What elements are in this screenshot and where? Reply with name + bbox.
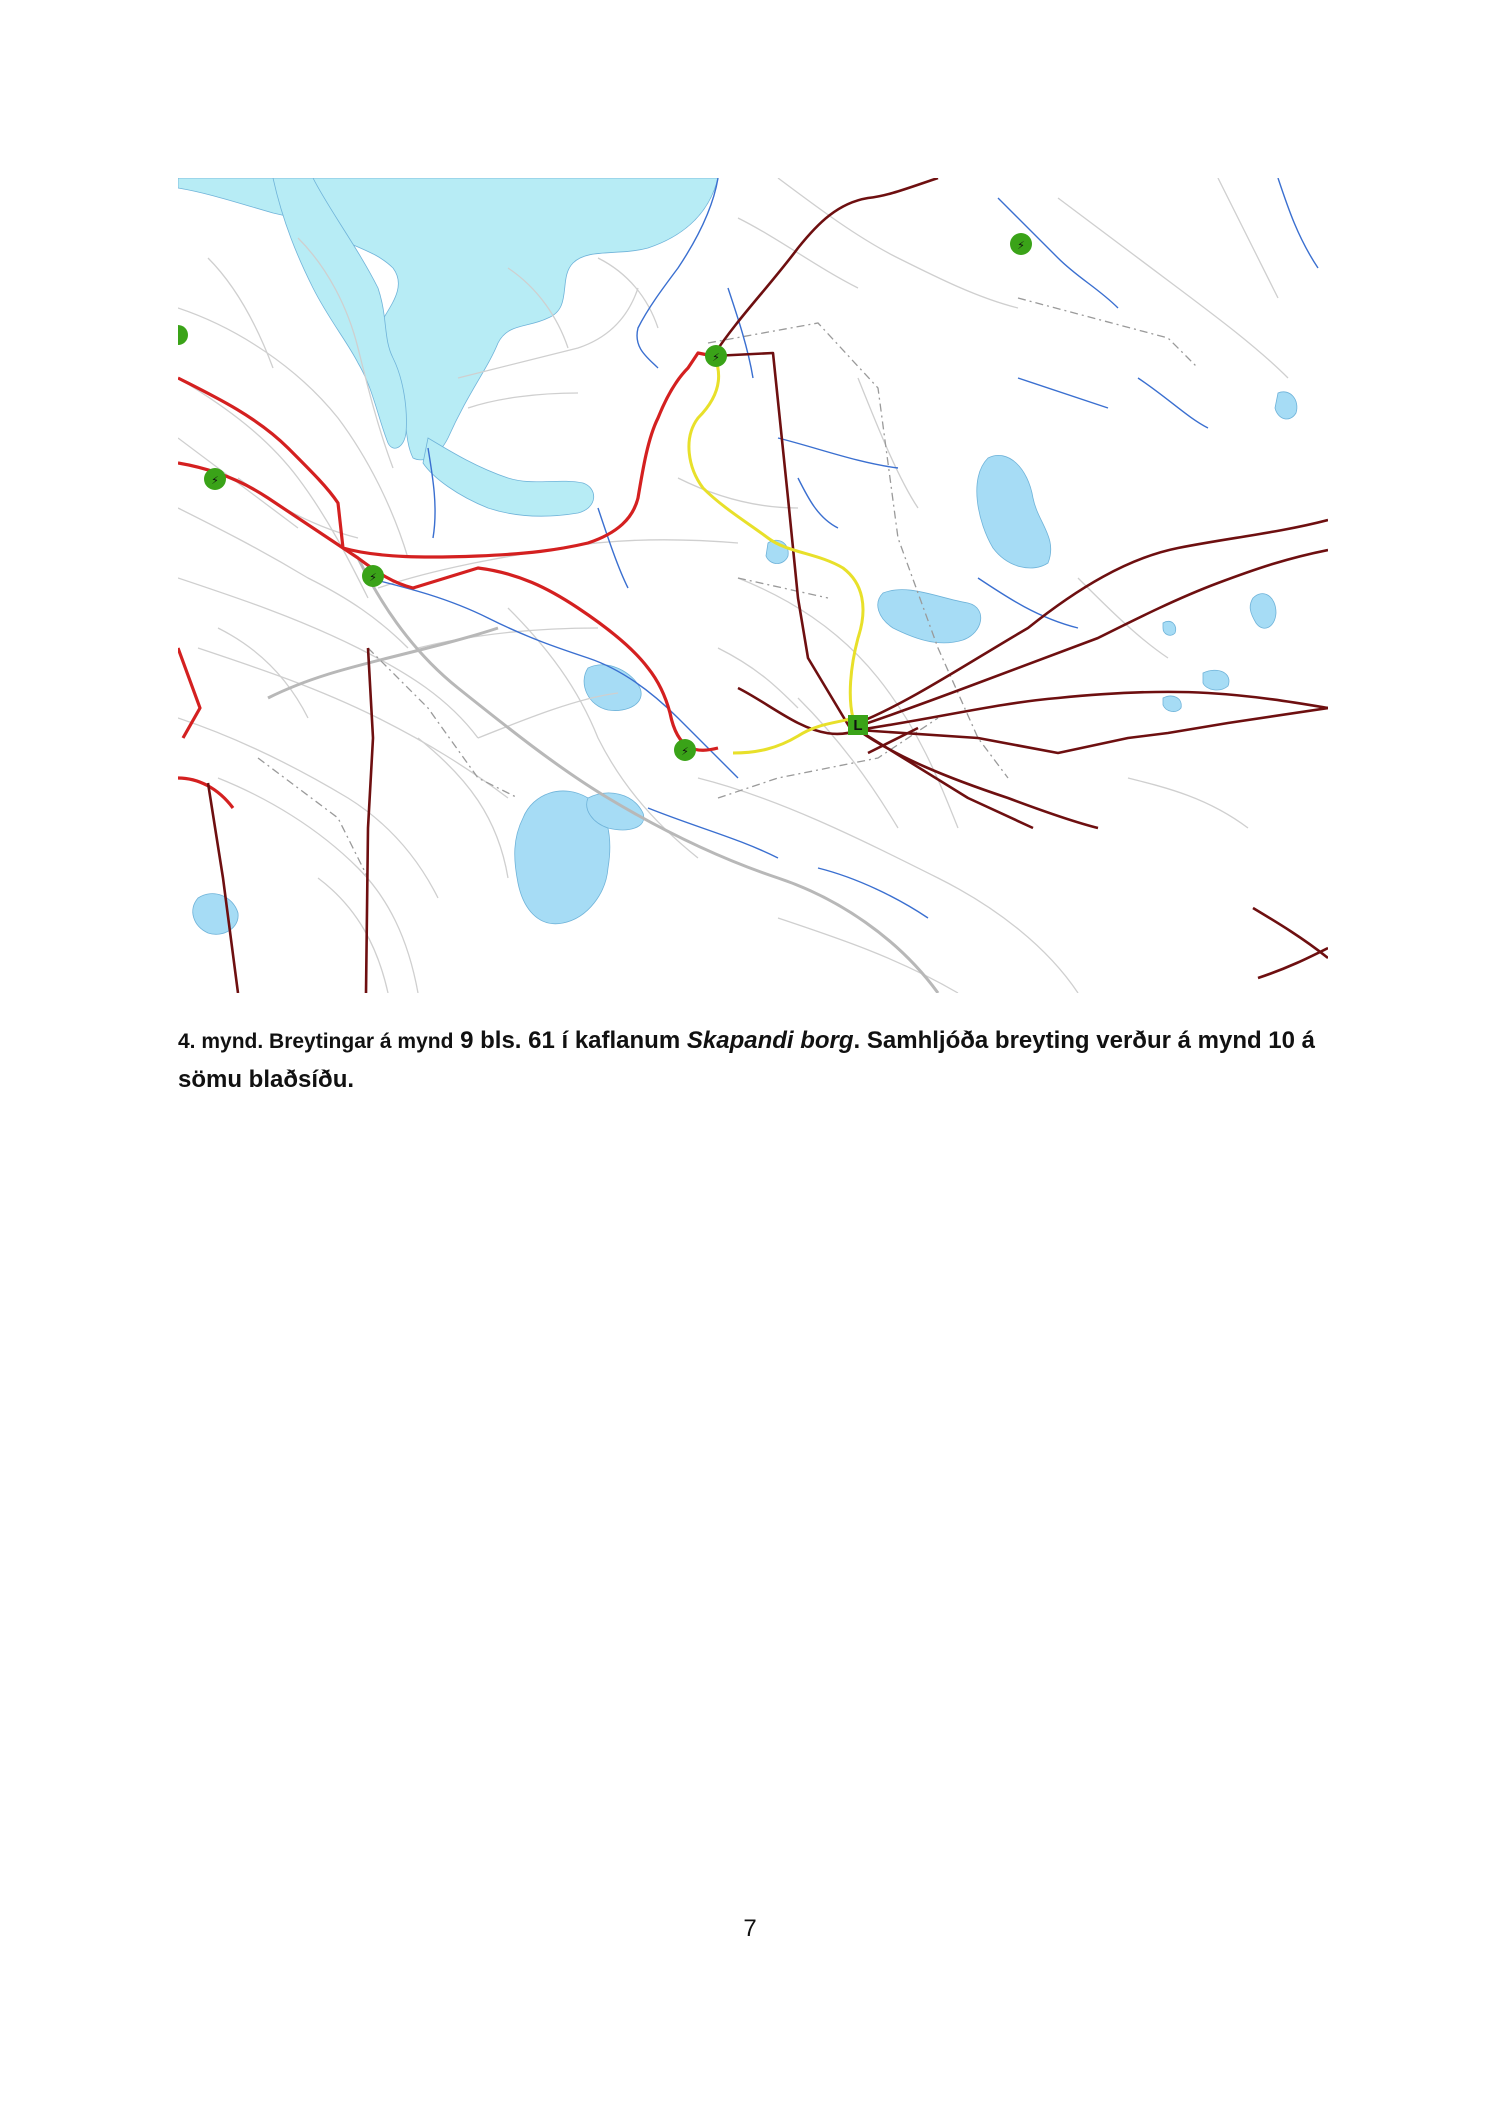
lake-2 bbox=[878, 590, 981, 643]
lake-1 bbox=[977, 455, 1051, 568]
svg-text:⚡: ⚡ bbox=[211, 474, 219, 487]
highway bbox=[358, 558, 938, 993]
sea-water bbox=[178, 178, 718, 460]
landsnet-station bbox=[848, 715, 868, 735]
bay-east bbox=[423, 438, 594, 516]
caption-italic-title: Skapandi borg bbox=[686, 1027, 854, 1054]
or-station-2 bbox=[362, 565, 384, 587]
or-station-4 bbox=[674, 739, 696, 761]
or-station-3 bbox=[705, 345, 727, 367]
or-station-6 bbox=[178, 325, 188, 345]
or-station-1 bbox=[204, 468, 226, 490]
caption-part-1: 4. mynd. Breytingar á mynd bbox=[178, 1030, 454, 1053]
svg-text:⚡: ⚡ bbox=[1017, 239, 1025, 252]
lake-12 bbox=[1163, 621, 1176, 635]
caption-part-3: . Samhljóða breyting verður á mynd 10 á sömu blaðsíðu. bbox=[178, 1027, 1316, 1093]
map-figure bbox=[178, 178, 1328, 993]
map-svg bbox=[178, 178, 1328, 993]
svg-text:⚡: ⚡ bbox=[712, 351, 720, 364]
figure-caption bbox=[178, 1022, 1328, 1099]
caption-part-2: 9 bls. 61 í kaflanum bbox=[460, 1027, 681, 1054]
or-station-5 bbox=[1010, 233, 1032, 255]
lake-9 bbox=[1203, 670, 1229, 690]
lake-7 bbox=[1275, 392, 1297, 419]
lake-11 bbox=[1163, 696, 1181, 712]
svg-text:⚡: ⚡ bbox=[681, 745, 689, 758]
landsnet-station-glyph: L bbox=[853, 717, 863, 734]
lake-10 bbox=[193, 894, 238, 935]
page-number: 7 bbox=[743, 1915, 757, 1942]
svg-text:⚡: ⚡ bbox=[369, 571, 377, 584]
lake-8 bbox=[1250, 594, 1276, 629]
lake-3 bbox=[584, 665, 641, 711]
